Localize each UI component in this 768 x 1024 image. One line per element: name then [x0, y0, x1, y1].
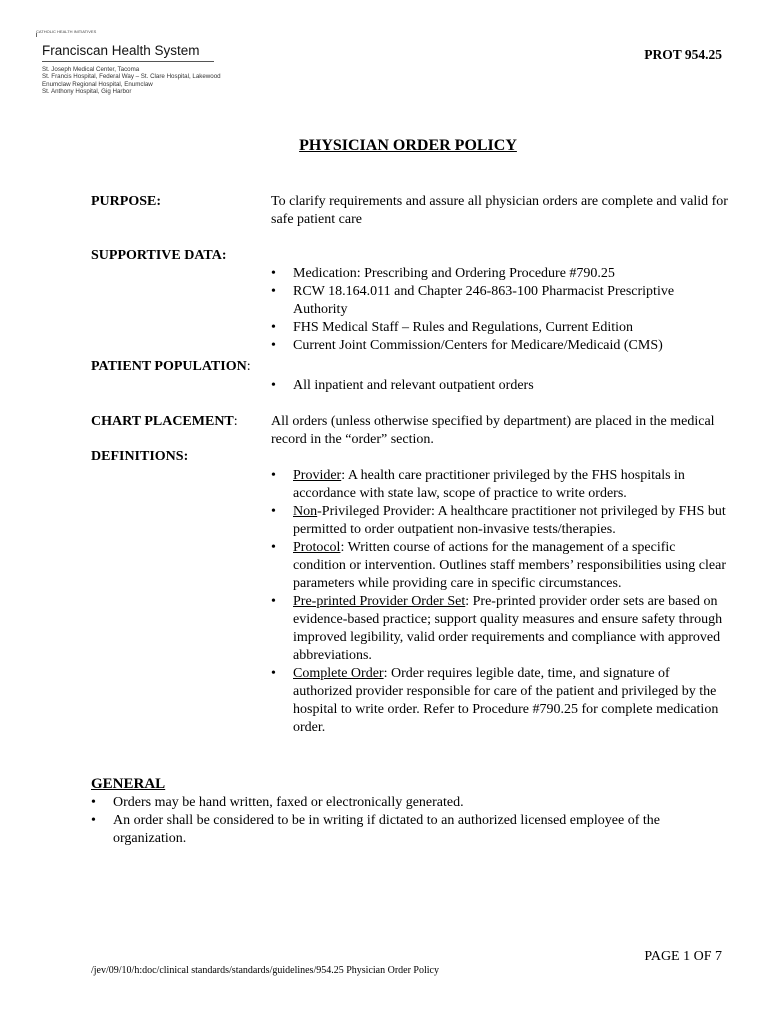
document-id: PROT 954.25 [644, 47, 722, 62]
definition-item [271, 539, 731, 593]
definition-text: : Written course of actions for the management of a specific condition or intervention. Outlines staff members’ responsibilities using clear parameters while providing care in specific circumstances. [293, 540, 727, 591]
definition-text: : A health care practitioner privileged by the FHS hospitals in accordance with state law, scope of practice to write orders. [293, 468, 685, 501]
supportive-data-list [271, 265, 731, 355]
list-item: • Medication: Prescribing and Ordering Procedure #790.25 [271, 265, 731, 283]
purpose-text: To clarify requirements and assure all physician orders are complete and valid for safe patient care [271, 194, 728, 227]
definition-term: Complete Order [293, 666, 384, 681]
list-item: • Current Joint Commission/Centers for Medicare/Medicaid (CMS) [271, 337, 731, 355]
chart-placement-text: All orders (unless otherwise specified by department) are placed in the medical record in the “order” section. [271, 414, 715, 447]
organization-name: Franciscan Health System [42, 43, 200, 58]
definition-term: Protocol [293, 540, 341, 555]
label-colon: : [246, 359, 251, 374]
definition-term: Provider [293, 468, 342, 483]
hospital-site: St. Anthony Hospital, Gig Harbor [42, 88, 132, 96]
patient-population-label [91, 358, 251, 376]
list-item: • An order shall be considered to be in writing if dictated to an authorized licensed employee of the organization. [91, 812, 731, 848]
definition-term: Non [293, 504, 318, 519]
definition-item [271, 665, 731, 737]
definitions-list [271, 467, 731, 737]
page-number: PAGE 1 OF 7 [644, 949, 722, 964]
definition-item [271, 467, 731, 503]
hospital-site: St. Francis Hospital, Federal Way – St. Clare Hospital, Lakewood [42, 73, 221, 81]
definition-text: : Pre-printed provider order sets are based on evidence-based practice; support quality measures and ensure safety through improved legibility, valid order requirements and compliance with approved abbreviations. [293, 594, 723, 663]
patient-population-list [271, 377, 731, 395]
hospital-site: St. Joseph Medical Center, Tacoma [42, 66, 140, 73]
definition-text: -Privileged Provider: A healthcare practitioner not privileged by FHS but permitted to order outpatient non-invasive tests/therapies. [293, 504, 726, 537]
definition-term: Pre-printed Provider Order Set [293, 594, 466, 609]
general-list [91, 794, 731, 848]
supportive-data-label: SUPPORTIVE DATA: [91, 248, 227, 263]
definition-item [271, 593, 731, 665]
list-item: • Orders may be hand written, faxed or electronically generated. [91, 794, 731, 812]
footer-file-path: /jev/09/10/h:doc/clinical standards/standards/guidelines/954.25 Physician Order Policy [91, 965, 439, 976]
hospital-site: Enumclaw Regional Hospital, Enumclaw [42, 80, 153, 88]
definitions-label: DEFINITIONS: [91, 449, 189, 464]
label-colon: : [233, 414, 238, 429]
chart-placement-label-text: CHART PLACEMENT [91, 414, 234, 429]
hospital-sites-list [42, 66, 221, 96]
definition-item [271, 503, 731, 539]
patient-population-label-text: PATIENT POPULATION [91, 359, 247, 374]
list-item: • All inpatient and relevant outpatient orders [271, 377, 731, 395]
letterhead-divider [42, 61, 214, 62]
page-title [0, 137, 768, 156]
chart-placement-label [91, 413, 238, 431]
general-heading: GENERAL [91, 776, 166, 792]
purpose-label: PURPOSE: [91, 194, 161, 209]
list-item: • RCW 18.164.011 and Chapter 246-863-100 Pharmacist Prescriptive Authority [271, 283, 731, 319]
logo-tagline: CATHOLIC HEALTH INITIATIVES [36, 29, 97, 34]
list-item: • FHS Medical Staff – Rules and Regulations, Current Edition [271, 319, 731, 337]
page-title-text: PHYSICIAN ORDER POLICY [299, 137, 517, 154]
definition-text: : Order requires legible date, time, and signature of authorized provider responsible for care of the patient and privileged by the hospital to write order. Refer to Procedure #790.25 for complete medication order. [293, 666, 719, 735]
